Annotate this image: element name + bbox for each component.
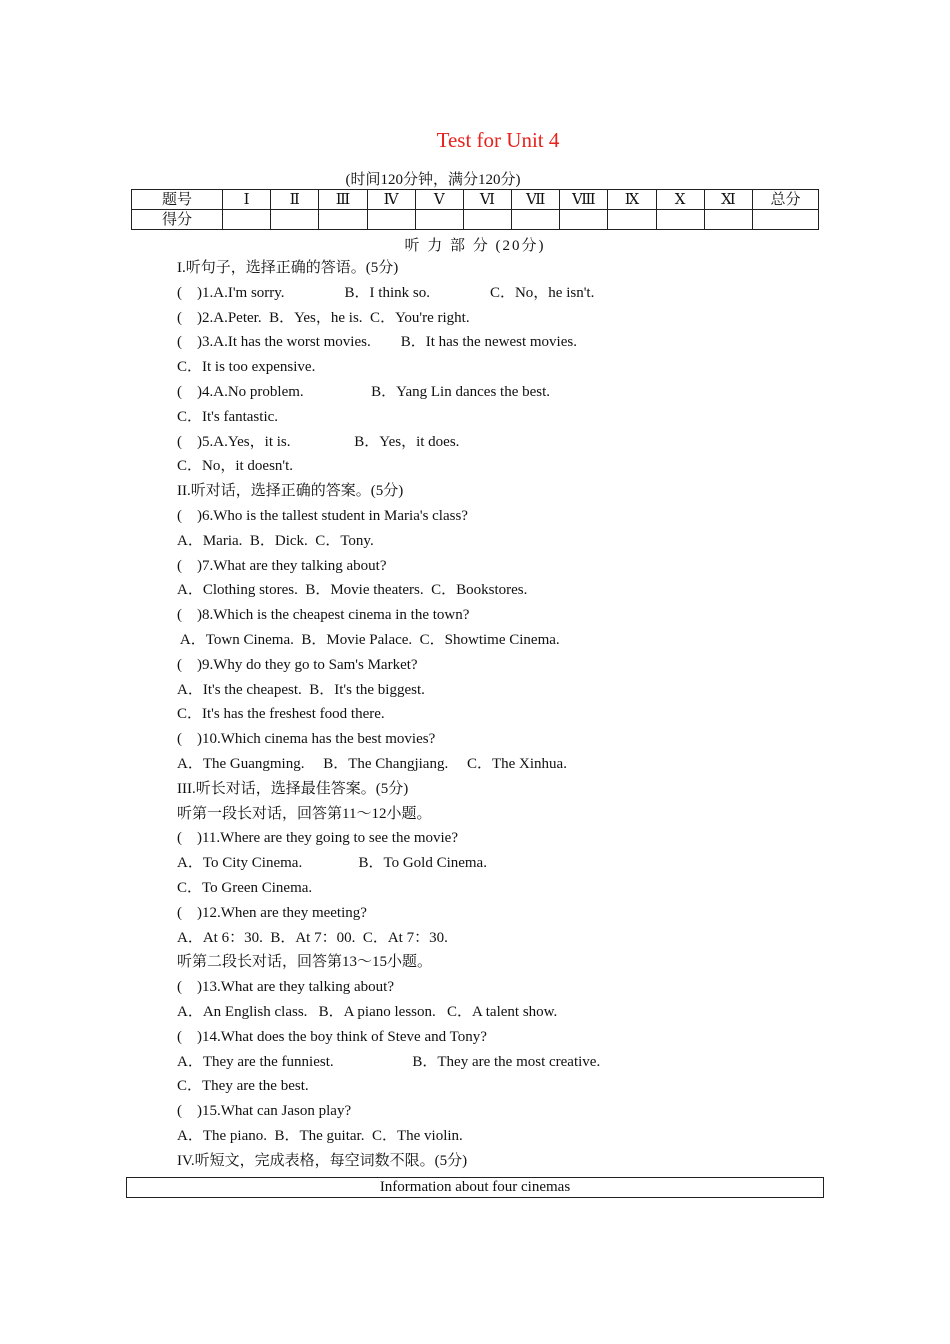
question-line: ( )14.What does the boy think of Steve and Tony? bbox=[177, 1028, 487, 1045]
info-table-title: Information about four cinemas bbox=[126, 1177, 824, 1198]
score-cell[interactable] bbox=[512, 210, 560, 230]
question-line: ( )1.A.I'm sorry. B．I think so. C．No，he isn't. bbox=[177, 284, 595, 301]
option-line: A．Town Cinema. B．Movie Palace. C．Showtime Cinema. bbox=[177, 631, 560, 648]
score-table-header-row bbox=[132, 190, 819, 210]
score-header-cell: Ⅴ bbox=[415, 190, 463, 210]
question-list bbox=[177, 258, 817, 1175]
question-line: ( )2.A.Peter. B．Yes，he is. C．You're right. bbox=[177, 309, 470, 326]
score-header-cell: Ⅵ bbox=[463, 190, 511, 210]
option-line: A．The piano. B．The guitar. C．The violin. bbox=[177, 1127, 463, 1144]
page-title: Test for Unit 4 bbox=[436, 128, 560, 152]
score-cell[interactable] bbox=[560, 210, 608, 230]
score-cell[interactable] bbox=[608, 210, 656, 230]
score-cell[interactable] bbox=[271, 210, 319, 230]
score-cell[interactable] bbox=[415, 210, 463, 230]
question-line: ( )12.When are they meeting? bbox=[177, 904, 367, 921]
score-header-cell: 题号 bbox=[132, 190, 223, 210]
score-cell[interactable] bbox=[656, 210, 704, 230]
option-line: A．The Guangming. B．The Changjiang. C．The Xinhua. bbox=[177, 755, 567, 772]
option-line: A．It's the cheapest. B．It's the biggest. bbox=[177, 681, 425, 698]
score-header-cell: Ⅶ bbox=[512, 190, 560, 210]
option-line: A．Maria. B．Dick. C．Tony. bbox=[177, 532, 374, 549]
option-line: C．It is too expensive. bbox=[177, 359, 316, 376]
score-cell[interactable] bbox=[463, 210, 511, 230]
question-line: ( )11.Where are they going to see the movie? bbox=[177, 830, 459, 847]
option-line: A．To City Cinema. B．To Gold Cinema. bbox=[177, 855, 487, 872]
question-line: ( )4.A.No problem. B．Yang Lin dances the best. bbox=[177, 383, 551, 400]
option-line: C．To Green Cinema. bbox=[177, 879, 313, 896]
instruction-line: 听第二段长对话，回答第13～15小题。 bbox=[177, 954, 433, 971]
part-heading: IV.听短文，完成表格，每空词数不限。(5分) bbox=[177, 1152, 468, 1169]
question-line: ( )5.A.Yes，it is. B．Yes，it does. bbox=[177, 433, 460, 450]
score-cell[interactable] bbox=[319, 210, 367, 230]
part-heading: II.听对话，选择正确的答案。(5分) bbox=[177, 483, 404, 500]
score-header-cell: Ⅱ bbox=[271, 190, 319, 210]
part-heading: III.听长对话，选择最佳答案。(5分) bbox=[177, 780, 409, 797]
question-line: ( )3.A.It has the worst movies. B．It has the newest movies. bbox=[177, 334, 577, 351]
score-header-cell: Ⅺ bbox=[704, 190, 752, 210]
option-line: C．No，it doesn't. bbox=[177, 458, 294, 475]
question-line: ( )10.Which cinema has the best movies? bbox=[177, 731, 436, 748]
question-line: ( )15.What can Jason play? bbox=[177, 1103, 352, 1120]
score-header-cell: Ⅸ bbox=[608, 190, 656, 210]
score-row-label: 得分 bbox=[132, 210, 223, 230]
question-line: ( )6.Who is the tallest student in Maria's class? bbox=[177, 507, 468, 524]
score-header-cell: Ⅹ bbox=[656, 190, 704, 210]
option-line: A．Clothing stores. B．Movie theaters. C．Bookstores. bbox=[177, 582, 528, 599]
score-header-cell: Ⅷ bbox=[560, 190, 608, 210]
option-line: A．An English class. B．A piano lesson. C．A talent show. bbox=[177, 1003, 558, 1020]
score-cell[interactable] bbox=[223, 210, 271, 230]
score-cell[interactable] bbox=[704, 210, 752, 230]
question-line: ( )7.What are they talking about? bbox=[177, 557, 387, 574]
score-header-cell: Ⅳ bbox=[367, 190, 415, 210]
score-table bbox=[131, 189, 819, 230]
score-cell[interactable] bbox=[367, 210, 415, 230]
question-line: ( )8.Which is the cheapest cinema in the town? bbox=[177, 607, 470, 624]
section-title: 听 力 部 分 (20分) bbox=[404, 238, 546, 254]
option-line: C．It's fantastic. bbox=[177, 408, 279, 425]
score-table-score-row bbox=[132, 210, 819, 230]
option-line: A．They are the funniest. B．They are the most creative. bbox=[177, 1053, 601, 1070]
question-line: ( )13.What are they talking about? bbox=[177, 979, 395, 996]
score-header-cell: Ⅲ bbox=[319, 190, 367, 210]
score-header-cell: Ⅰ bbox=[223, 190, 271, 210]
time-and-score-note: (时间120分钟，满分120分) bbox=[345, 172, 521, 188]
option-line: C．It's has the freshest food there. bbox=[177, 706, 385, 723]
score-header-cell: 总分 bbox=[753, 190, 819, 210]
instruction-line: 听第一段长对话，回答第11～12小题。 bbox=[177, 805, 432, 822]
option-line: A．At 6：30. B．At 7：00. C．At 7：30. bbox=[177, 929, 448, 946]
part-heading: I.听句子，选择正确的答语。(5分) bbox=[177, 260, 399, 276]
score-cell[interactable] bbox=[753, 210, 819, 230]
option-line: C．They are the best. bbox=[177, 1078, 309, 1095]
question-line: ( )9.Why do they go to Sam's Market? bbox=[177, 656, 418, 673]
